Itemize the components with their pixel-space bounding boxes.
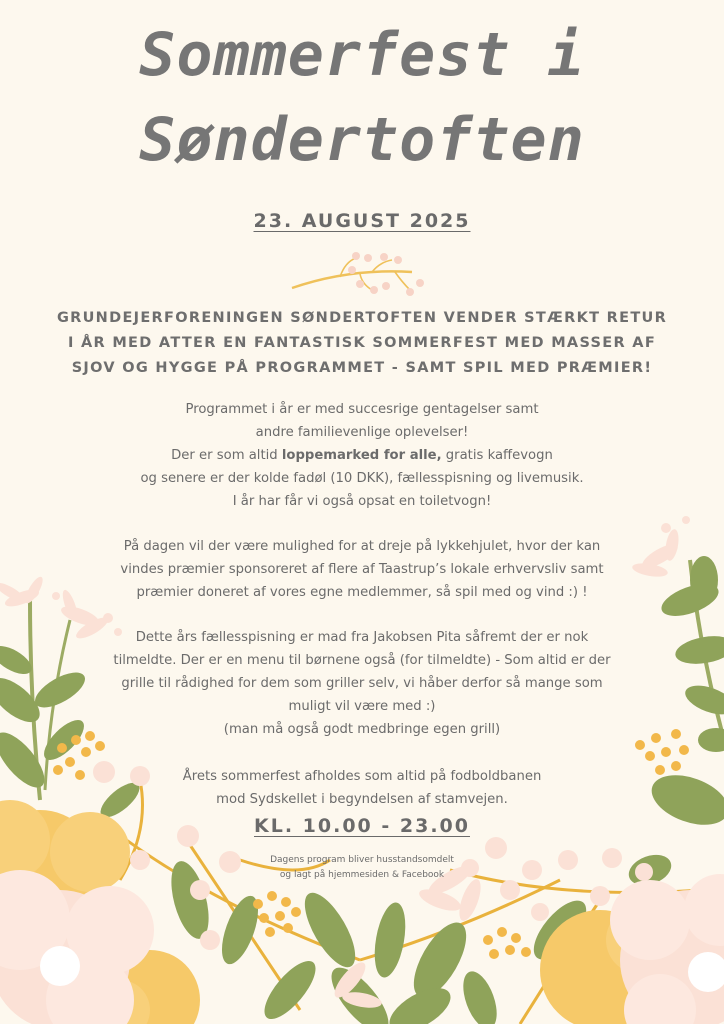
event-date — [0, 210, 724, 232]
program-line-2: andre familievenlige oplevelser! — [255, 425, 469, 440]
prize-line-2: vindes præmier sponsoreret af flere af Taastrup’s lokale erhvervsliv samt — [120, 562, 604, 577]
dinner-paragraph — [104, 626, 620, 741]
intro-heading: GRUNDEJERFORENINGEN SØNDERTOFTEN VENDER STÆRKT RETUR I ÅR MED ATTER EN FANTASTISK SOMMERFEST MED MASSER AF SJOV OG HYGGE PÅ PROGRAMMET - SAMT SPIL MED PRÆMIER! — [56, 310, 668, 376]
flea-market-highlight: loppemarked for alle, — [281, 448, 442, 463]
dinner-line-3: grille til rådighed for dem som griller selv, vi håber derfor så mange som — [121, 676, 603, 691]
prize-wheel-paragraph — [110, 535, 614, 604]
location-paragraph — [100, 765, 624, 811]
sprig-icon — [292, 252, 424, 296]
right-flower-icon — [540, 874, 724, 1024]
dinner-line-4: muligt vil være med :) — [288, 699, 436, 714]
program-line-3-post: gratis kaffevogn — [441, 448, 553, 463]
event-time-text: KL. 10.00 - 23.00 — [254, 815, 470, 837]
event-time — [0, 815, 724, 837]
note-line-1: Dagens program bliver husstandsomdelt — [270, 855, 454, 865]
location-line-1: Årets sommerfest afholdes som altid på fodboldbanen — [182, 769, 542, 784]
program-line-3 — [100, 444, 624, 467]
dinner-line-5: (man må også godt medbringe egen grill) — [223, 722, 501, 737]
title-line-1: Sommerfest i — [139, 20, 585, 90]
prize-line-1: På dagen vil der være mulighed for at dreje på lykkehjulet, hvor der kan — [123, 539, 601, 554]
dinner-line-1: Dette års fællesspisning er mad fra Jakobsen Pita såfremt der er nok — [135, 630, 589, 645]
program-line-5: I år har får vi også opsat en toiletvogn! — [232, 494, 492, 509]
right-foliage — [631, 516, 724, 834]
note-line-2: og lagt på hjemmesiden & Facebook — [279, 870, 445, 880]
program-line-1: Programmet i år er med succesrige gentagelser samt — [185, 402, 539, 417]
prize-line-3: præmier doneret af vores egne medlemmer, så spil med og vind :) ! — [136, 585, 588, 600]
event-date-text: 23. AUGUST 2025 — [253, 210, 471, 232]
program-line-4: og senere er der kolde fadøl (10 DKK), fællesspisning og livemusik. — [140, 471, 584, 486]
location-line-2: mod Sydskellet i begyndelsen af stamvejen. — [216, 792, 508, 807]
large-pink-flower-icon — [0, 870, 154, 1024]
program-line-3-pre: Der er som altid — [171, 448, 282, 463]
title-line-2: Søndertoften — [139, 105, 585, 175]
program-note — [262, 853, 462, 883]
dinner-line-2: tilmeldte. Der er en menu til børnene også (for tilmeldte) - Som altid er der — [113, 653, 611, 668]
program-paragraph — [100, 398, 624, 513]
